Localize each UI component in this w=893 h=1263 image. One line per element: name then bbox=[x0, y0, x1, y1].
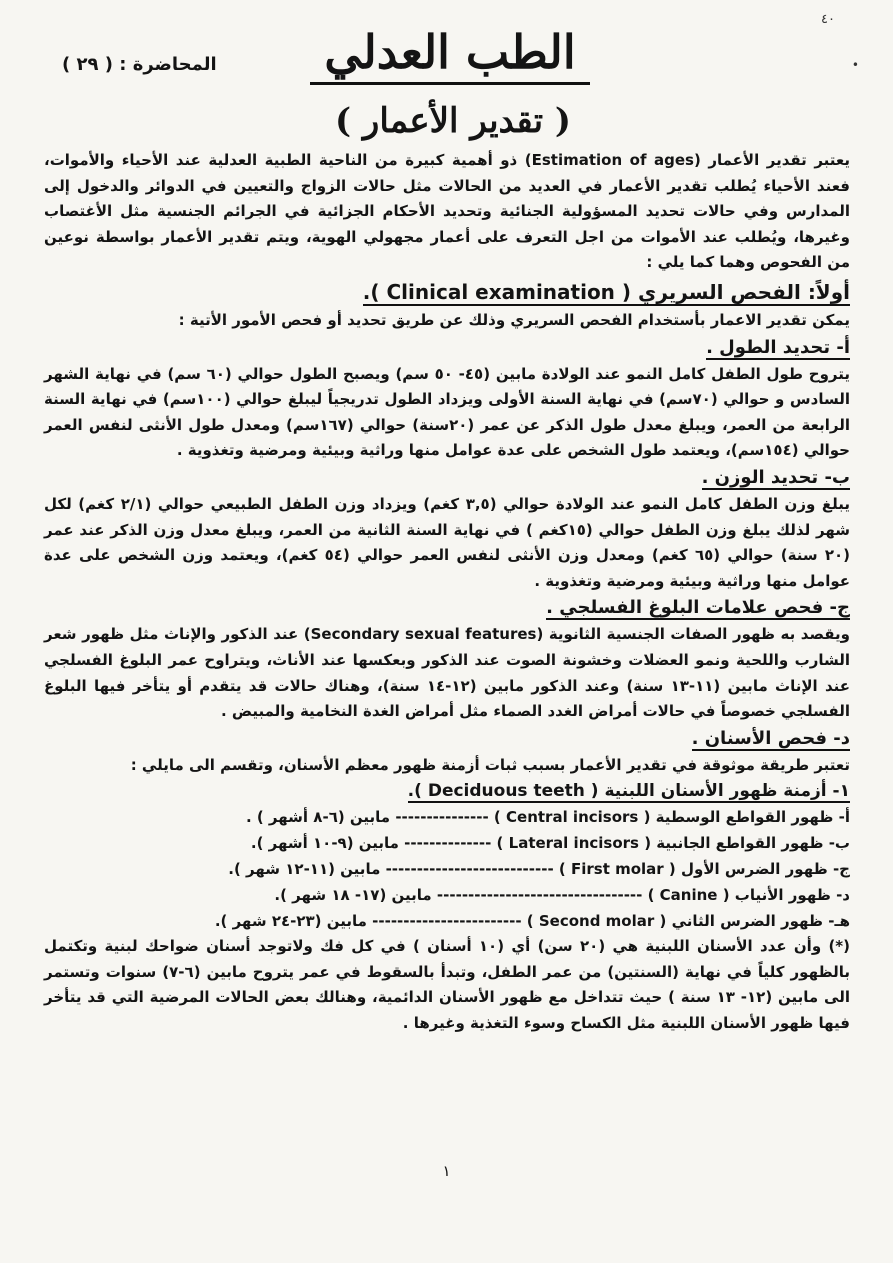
lecture-number: المحاضرة : ( ٢٩ ) bbox=[62, 54, 217, 75]
page-title: الطب العدلي bbox=[310, 22, 590, 85]
page-number: ١ bbox=[442, 1162, 451, 1180]
section-heading-text: أولاً: الفحص السريري ( Clinical examination ). bbox=[362, 279, 850, 304]
section-intro: يمكن تقدير الاعمار بأستخدام الفحص السريري وذلك عن طريق تحديد أو فحص الأمور الأتية : bbox=[178, 310, 850, 329]
subsection-heading-puberty bbox=[44, 594, 850, 622]
section-heading-clinical bbox=[44, 276, 850, 308]
dot-mark: • bbox=[851, 58, 859, 72]
teeth-heading-text: د- فحص الأسنان . bbox=[691, 727, 850, 749]
teeth-intro: تعتبر طريقة موثوقة في تقدير الأعمار بسبب ثبات أزمنة ظهور معظم الأسنان، وتقسم الى مايلي : bbox=[130, 755, 850, 774]
list-item: ب- ظهور القواطع الجانبية ( Lateral incisors ) -------------- مابين (٩-١٠ أشهر ). bbox=[250, 834, 850, 853]
list-item: ج- ظهور الضرس الأول ( First molar ) --------------------------- مابين (١١-١٢ شهر ). bbox=[228, 860, 850, 879]
height-heading-text: أ- تحديد الطول . bbox=[706, 336, 850, 358]
subsection-heading-weight bbox=[44, 464, 850, 492]
page-subtitle: ( تقدير الأعمار ) bbox=[335, 101, 571, 141]
puberty-heading-text: ج- فحص علامات البلوغ الفسلجي . bbox=[546, 597, 850, 619]
subsection-heading-teeth bbox=[44, 725, 850, 753]
puberty-paragraph: ويقصد به ظهور الصفات الجنسية الثانوية (Secondary sexual features) عند الذكور والإناث مثل ظهور شعر الشارب واللحية ونمو العضلات وخشونة الصوت عند الذكور وبعكسها عند الأناث، ويتراوح عمر البلوغ الفسلجي عند الإناث مابين (١١-١٣ سنة) وعند الذكور مابين (١٢-١٤ سنة)، وهناك حالات قد يتقدم أو يتأخر فيها البلوغ الفسلجي خصوصاً في حالات أمراض الغدد الصماء مثل أمراض الغدة النخامية والمبيض . bbox=[44, 625, 850, 721]
weight-paragraph: يبلغ وزن الطفل كامل النمو عند الولادة حوالي (٣,٥ كغم) ويزداد وزن الطفل الطبيعي حوالي (٢/١ كغم) لكل شهر لذلك يبلغ وزن الطفل حوالي (١٥كغم ) في نهاية السنة الثانية من العمر، ويبلغ معدل وزن الذكر عند عمر (٢٠ سنة) حوالي (٦٥ كغم) ومعدل وزن الأنثى لنفس العمر حوالي (٥٤ كغم)، ويعتمد وزن الشخص على عدة عوامل منها وراثية وبيئية ومرضية وتغذوية . bbox=[44, 494, 851, 590]
subsection-heading-height bbox=[44, 334, 850, 362]
deciduous-heading bbox=[44, 778, 850, 804]
list-item: أ- ظهور القواطع الوسطية ( Central incisors ) --------------- مابين (٦-٨ أشهر ) . bbox=[245, 808, 850, 827]
list-item: د- ظهور الأنياب ( Canine ) --------------------------------- مابين (١٧- ١٨ شهر ). bbox=[274, 886, 850, 905]
corner-mark: ٤٠ bbox=[821, 12, 835, 27]
deciduous-heading-text: ١- أزمنة ظهور الأسنان اللبنية ( Deciduous teeth ). bbox=[407, 781, 850, 802]
weight-heading-text: ب- تحديد الوزن . bbox=[701, 466, 850, 488]
teeth-note: (*) وأن عدد الأسنان اللبنية هي (٢٠ سن) أي (١٠ أسنان ) في كل فك ولاتوجد أسنان ضواحك لبنية وتكتمل بالظهور كلياً في نهاية (السنتين) من عمر الطفل، وتبدأ بالسقوط في عمر يتروح مابين (٦-٧) سنوات وتستمر الى مابين (١٢- ١٣ سنة ) حيث تتداخل مع ظهور الأسنان الدائمية، وهنالك بعض الحالات المرضية التي قد يتأخر فيها ظهور الأسنان اللبنية مثل الكساح وسوء التغذية وغيرها . bbox=[44, 937, 851, 1033]
document-body bbox=[44, 148, 850, 1037]
height-paragraph: يتروح طول الطفل كامل النمو عند الولادة مابين (٤٥- ٥٠ سم) ويصبح الطول حوالي (٦٠ سم) في نهاية الشهر السادس و حوالي (٧٠سم) في نهاية السنة الأولى ويزداد الطول تدريجياً ليبلغ حوالي (١٠٠سم) في نهاية السنة الرابعة من العمر، ويبلغ معدل طول الذكر عن عمر (٢٠سنة) حوالي (١٦٧سم) ومعدل طول الأنثى لنفس العمر حوالي (١٥٤سم)، ويعتمد طول الشخص على عدة عوامل منها وراثية وبيئية ومرضية وتغذوية . bbox=[44, 364, 851, 460]
list-item: هـ- ظهور الضرس الثاني ( Second molar ) ------------------------ مابين (٢٣-٢٤ شهر ). bbox=[214, 912, 850, 931]
intro-paragraph: يعتبر تقدير الأعمار (Estimation of ages) ذو أهمية كبيرة من الناحية الطبية العدلية عند الأحياء والأموات، فعند الأحياء يُطلب تقدير الأعمار في العديد من الحالات مثل حالات الزواج والتعيين في الدوائر والدخول إلى المدارس وفي حالات تحديد المسؤولية الجنائية وتحديد الأحكام الجزائية في الجرائم الجنسية مثل الأغتصاب وغيرها، ويُطلب عند الأموات من اجل التعرف على أعمار مجهولي الهوية، ويتم تقدير الأعمار بواسطة نوعين من الفحوص وهما كما يلي : bbox=[44, 151, 850, 272]
